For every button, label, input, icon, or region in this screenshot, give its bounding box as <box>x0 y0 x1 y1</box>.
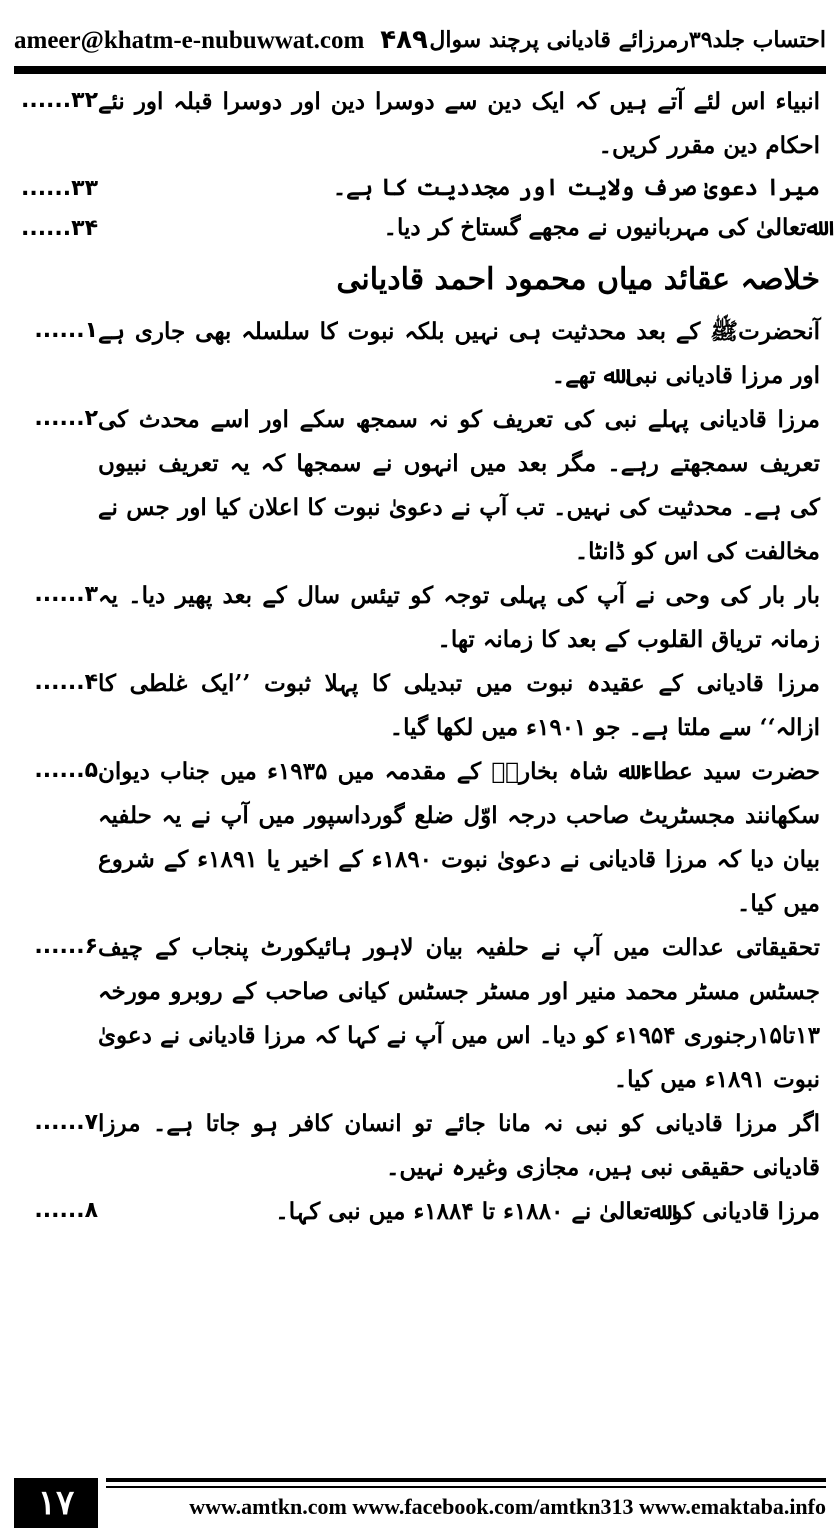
page-number: ۴۸۹ <box>380 25 428 55</box>
list-item <box>20 398 820 574</box>
list-item <box>20 168 820 208</box>
footer-rule <box>106 1478 826 1488</box>
item-text: تحقیقاتی عدالت میں آپ نے حلفیہ بیان لاہور ہائیکورٹ پنجاب کے چیف جسٹس مسٹر محمد منیر اور مسٹر جسٹس کیانی صاحب کے روبرو مورخہ ۱۳تا۱۵رجنوری ۱۹۵۴ء کو دیا۔ اس میں آپ نے کہا کہ مرزا قادیانی نے دعویٰ نبوت ۱۸۹۱ء میں کیا۔ <box>98 934 821 1093</box>
item-number: ۷...... <box>34 1110 98 1135</box>
item-number: ۴...... <box>34 670 98 695</box>
list-item <box>20 208 820 248</box>
list-item <box>20 310 820 398</box>
page-content <box>20 80 820 1234</box>
item-text: آنحضرتﷺ کے بعد محدثیت ہی نہیں بلکہ نبوت کا سلسلہ بھی جاری ہے اور مرزا قادیانی نبی ﷲ تھے۔ <box>98 318 820 389</box>
item-text: ﷲتعالیٰ کی مہربانیوں نے مجھے گستاخ کر دیا۔ <box>383 214 820 241</box>
list-item <box>20 750 820 926</box>
header-email: ameer@khatm-e-nubuwwat.com <box>14 27 365 54</box>
item-text: انبیاء اس لئے آتے ہیں کہ ایک دین سے دوسرا دین اور دوسرا قبلہ اور نئے احکام دین مقرر کریں۔ <box>98 88 820 159</box>
item-number: ۶...... <box>34 934 98 959</box>
item-number: ۳۲...... <box>20 88 98 113</box>
list-item <box>20 662 820 750</box>
item-text: مرزا قادیانی کو ﷲتعالیٰ نے ۱۸۸۰ء تا ۱۸۸۴ء میں نبی کہا۔ <box>275 1198 820 1225</box>
running-title: احتساب جلد۳۹رمرزائے قادیانی پرچند سوال <box>429 27 826 53</box>
section-heading: خلاصہ عقائد میاں محمود احمد قادیانی <box>336 262 820 297</box>
list-item <box>20 1102 820 1190</box>
item-number: ۳۳...... <box>20 176 98 201</box>
item-number: ۳۴...... <box>20 216 98 241</box>
item-number: ۸...... <box>34 1198 98 1223</box>
list-item <box>20 80 820 168</box>
item-text: حضرت سید عطاء ﷲ شاہ بخاریؒ کے مقدمہ میں ۱۹۳۵ء میں جناب دیوان سکھانند مجسٹریٹ صاحب درجہ اوّل ضلع گورداسپور میں آپ نے یہ حلفیہ بیان دیا کہ مرزا قادیانی نے دعویٰ نبوت ۱۸۹۰ء کے اخیر یا ۱۸۹۱ء کے شروع میں کیا۔ <box>98 758 821 917</box>
page-header <box>14 16 826 64</box>
item-number: ۲...... <box>34 406 98 431</box>
list-item <box>20 926 820 1102</box>
footer-links: www.amtkn.com www.facebook.com/amtkn313 www.emaktaba.info <box>189 1494 826 1519</box>
item-number: ۱...... <box>34 318 98 343</box>
item-text: مرزا قادیانی پہلے نبی کی تعریف کو نہ سمجھ سکے اور اسے محدث کی تعریف سمجھتے رہے۔ مگر بعد میں انہوں نے سمجھا کہ یہ تعریف نبیوں کی ہے۔ محدثیت کی نہیں۔ تب آپ نے دعویٰ نبوت کا اعلان کیا اور جس نے مخالفت کی اس کو ڈانٹا۔ <box>98 406 820 565</box>
footer-page-badge: ۱۷ <box>14 1478 98 1528</box>
page-footer <box>14 1478 826 1528</box>
item-text: میرا دعویٰ صرف ولایت اور مجددیت کا ہے۔ <box>332 174 820 201</box>
item-text: اگر مرزا قادیانی کو نبی نہ مانا جائے تو انسان کافر ہو جاتا ہے۔ مرزا قادیانی حقیقی نبی ہیں، مجازی وغیرہ نہیں۔ <box>98 1110 820 1181</box>
item-number: ۵...... <box>34 758 98 783</box>
list-item <box>20 1190 820 1234</box>
header-left <box>14 25 428 55</box>
item-text: بار بار کی وحی نے آپ کی پہلی توجہ کو تیئس سال کے بعد پھیر دیا۔ یہ زمانہ تریاق القلوب کے بعد کا زمانہ تھا۔ <box>98 582 820 653</box>
item-text: مرزا قادیانی کے عقیدہ نبوت میں تبدیلی کا پہلا ثبوت ’’ایک غلطی کا ازالہ‘‘ سے ملتا ہے۔ جو ۱۹۰۱ء میں لکھا گیا۔ <box>98 670 820 741</box>
list-item <box>20 574 820 662</box>
item-number: ۳...... <box>34 582 98 607</box>
header-rule <box>14 66 826 74</box>
